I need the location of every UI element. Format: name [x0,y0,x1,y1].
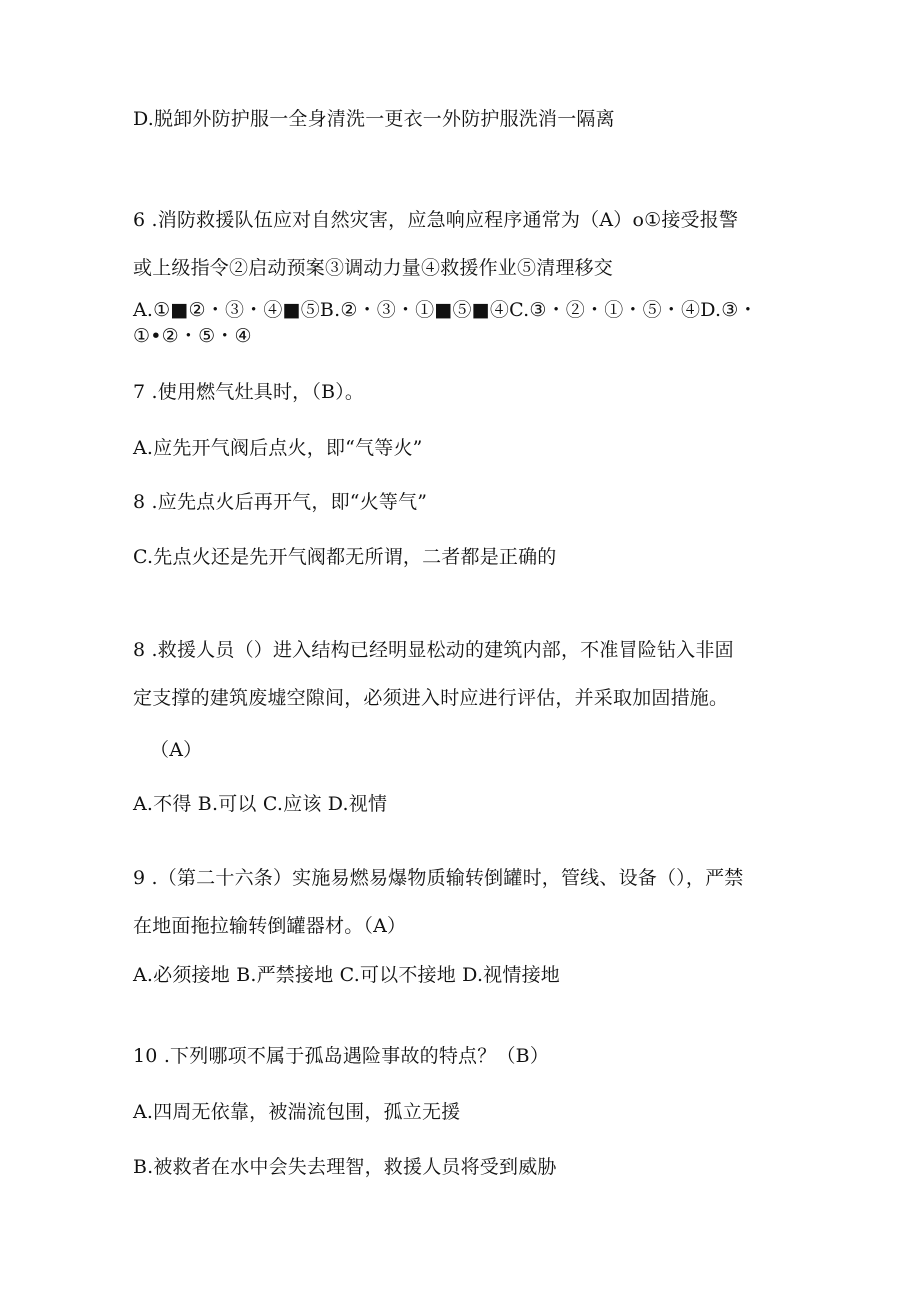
q8-answer: （A） [150,739,203,761]
q10-option-a: A.四周无依靠，被湍流包围，孤立无援 [133,1101,461,1123]
q5-option-d: D.脱卸外防护服一全身清洗一更衣一外防护服洗消一隔离 [133,108,615,130]
q6-options-line-2: ①•②・⑤・④ [133,325,252,347]
q9-question-line-1: 9 .（第二十六条）实施易燃易爆物质输转倒罐时，管线、设备（），严禁 [133,867,744,889]
q7-option-c: C.先点火还是先开气阀都无所谓，二者都是正确的 [133,546,557,568]
q7-option-a: A.应先开气阀后点火，即“气等火” [133,437,423,459]
q8-question-line-2: 定支撑的建筑废墟空隙间，必须进入时应进行评估，并采取加固措施。 [133,687,729,709]
q8-options: A.不得 B.可以 C.应该 D.视情 [133,793,388,815]
q9-question-line-2: 在地面拖拉输转倒罐器材。（A） [133,915,407,937]
q10-question: 10 .下列哪项不属于孤岛遇险事故的特点？（B） [133,1045,550,1067]
q6-question-line-2: 或上级指令②启动预案③调动力量④救援作业⑤清理移交 [133,257,614,279]
q6-options-line-1: A.①■②・③・④■⑤B.②・③・①■⑤■④C.③・②・①・⑤・④D.③・ [133,299,758,321]
q7-question: 7 .使用燃气灶具时，（B）。 [133,381,365,403]
q9-options: A.必须接地 B.严禁接地 C.可以不接地 D.视情接地 [133,964,560,986]
q7-option-b: 8 .应先点火后再开气，即“火等气” [133,491,428,513]
q8-question-line-1: 8 .救援人员（）进入结构已经明显松动的建筑内部，不准冒险钻入非固 [133,639,734,661]
q10-option-b: B.被救者在水中会失去理智，救援人员将受到威胁 [133,1156,557,1178]
q6-question-line-1: 6 .消防救援队伍应对自然灾害，应急响应程序通常为（A）o①接受报警 [133,209,739,231]
